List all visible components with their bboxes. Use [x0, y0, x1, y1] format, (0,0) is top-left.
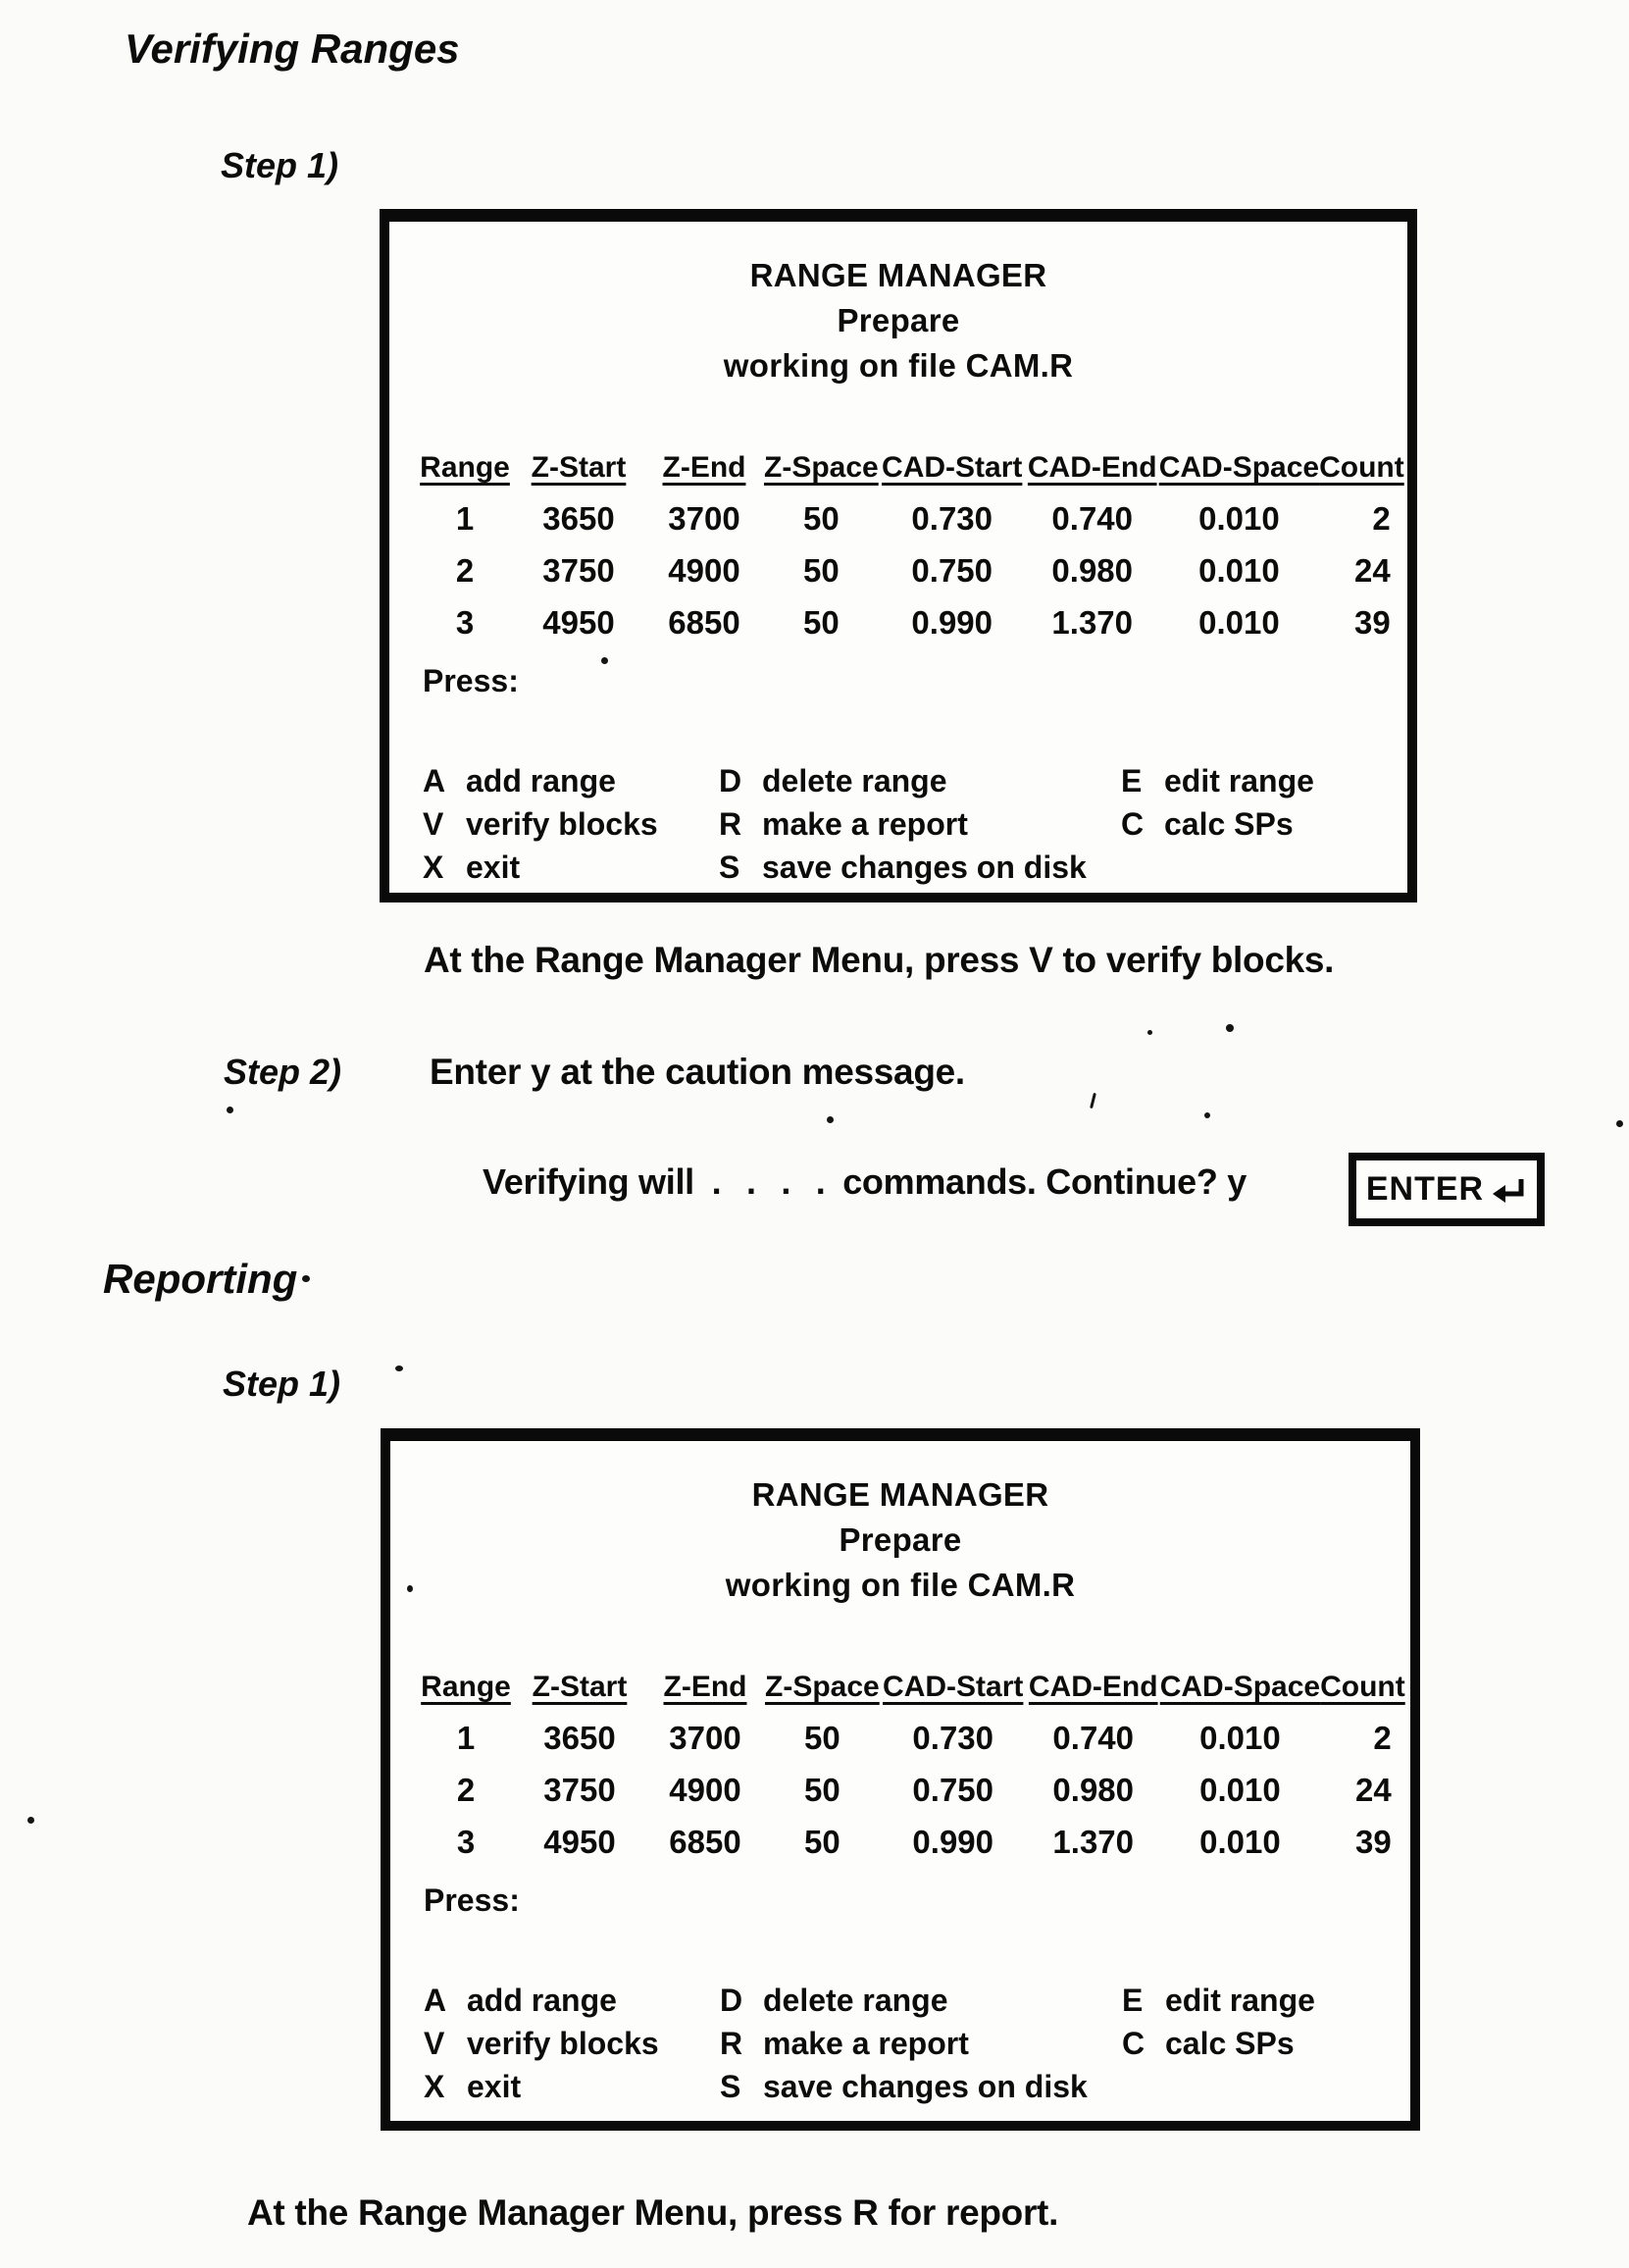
- table-cell: 0.730: [911, 499, 993, 537]
- scan-speck: [1090, 1093, 1096, 1108]
- screen-file-line: working on file CAM.R: [723, 347, 1074, 384]
- table-cell: 50: [804, 1719, 840, 1756]
- col-header-count: Count: [1319, 451, 1404, 484]
- col-header-z-end: Z-End: [663, 1671, 747, 1703]
- range-manager-screen: [390, 1441, 1410, 2121]
- menu-key: D: [720, 1983, 743, 2018]
- caution-prefix: Verifying will: [483, 1161, 694, 1202]
- table-row: [418, 1764, 1405, 1816]
- table-row: [417, 492, 1404, 544]
- table-cell: 0.740: [1051, 499, 1134, 537]
- menu-item-add-range: [424, 1979, 720, 2022]
- table-cell: 0.010: [1198, 499, 1280, 537]
- table-cell: 39: [1354, 603, 1391, 641]
- table-cell: 0.730: [912, 1719, 994, 1756]
- range-manager-screenshot-1: [380, 209, 1417, 902]
- menu-key: E: [1122, 1983, 1144, 2018]
- table-cell: 50: [803, 603, 840, 641]
- table-cell: 4950: [542, 603, 615, 641]
- table-row: [417, 544, 1404, 596]
- range-manager-screen: [389, 222, 1407, 893]
- menu-item-verify-blocks: [424, 2022, 720, 2065]
- menu-key: S: [719, 850, 740, 885]
- menu-label: save changes on disk: [763, 2069, 1088, 2104]
- section-title-verifying-ranges: Verifying Ranges: [125, 26, 460, 72]
- step1-caption-verifying: At the Range Manager Menu, press V to verify blocks.: [424, 940, 1335, 980]
- table-cell: 4900: [668, 551, 740, 589]
- range-manager-screenshot-2: [381, 1428, 1420, 2131]
- menu-label: exit: [467, 2069, 522, 2104]
- menu-item-verify-blocks: [423, 802, 719, 846]
- menu-key: V: [424, 2026, 445, 2061]
- table-row: [418, 1816, 1405, 1868]
- menu-key: R: [719, 806, 742, 842]
- table-cell: 4950: [543, 1823, 616, 1860]
- table-cell: 0.990: [912, 1823, 994, 1860]
- menu-key: C: [1121, 806, 1145, 842]
- table-cell: 6850: [669, 1823, 741, 1860]
- screen-header: [390, 1472, 1410, 1608]
- table-cell: 24: [1354, 551, 1391, 589]
- menu-key: D: [719, 763, 742, 799]
- col-header-z-start: Z-Start: [531, 451, 627, 484]
- col-header-cad-start: CAD-Start: [882, 451, 1023, 484]
- table-cell: 0.010: [1199, 1823, 1281, 1860]
- menu-column: [719, 759, 1121, 889]
- table-cell: 0.990: [911, 603, 993, 641]
- command-menu: [423, 759, 1388, 889]
- table-cell: 50: [803, 499, 840, 537]
- col-header-cad-end: CAD-End: [1027, 451, 1157, 484]
- screen-mode: Prepare: [837, 302, 960, 338]
- menu-label: add range: [466, 763, 616, 799]
- table-cell: 0.980: [1052, 1771, 1135, 1808]
- col-header-cad-space: CAD-Space: [1159, 1671, 1321, 1703]
- menu-key: A: [424, 1983, 447, 2018]
- enter-key-label: ENTER: [1365, 1170, 1485, 1208]
- menu-key: X: [424, 2069, 445, 2104]
- table-cell: 1.370: [1051, 603, 1134, 641]
- col-header-z-space: Z-Space: [764, 451, 879, 484]
- menu-item-edit-range: [1121, 759, 1388, 802]
- col-header-z-space: Z-Space: [765, 1671, 880, 1703]
- section-title-reporting: Reporting: [103, 1256, 298, 1302]
- menu-item-calc-sps: [1121, 802, 1388, 846]
- table-header-row: [418, 1663, 1405, 1712]
- menu-item-calc-sps: [1122, 2022, 1391, 2065]
- screen-file-line: working on file CAM.R: [725, 1567, 1076, 1603]
- col-header-cad-space: CAD-Space: [1158, 451, 1320, 484]
- screen-title: RANGE MANAGER: [749, 257, 1047, 293]
- menu-item-save-changes: [720, 2065, 1122, 2108]
- table-cell: 3: [456, 1823, 476, 1860]
- menu-item-make-report: [719, 802, 1121, 846]
- table-cell: 2: [1373, 1719, 1392, 1756]
- table-cell: 3650: [543, 1719, 616, 1756]
- table-cell: 0.010: [1199, 1719, 1281, 1756]
- press-prompt: Press:: [423, 663, 519, 698]
- menu-label: verify blocks: [467, 2026, 659, 2061]
- table-cell: 0.980: [1051, 551, 1134, 589]
- scan-speck: [601, 657, 608, 664]
- menu-item-edit-range: [1122, 1979, 1391, 2022]
- menu-item-delete-range: [720, 1979, 1122, 2022]
- table-cell: 1: [456, 1719, 476, 1756]
- caution-suffix: commands. Continue? y: [842, 1161, 1247, 1202]
- table-cell: 3700: [669, 1719, 741, 1756]
- return-arrow-icon: [1490, 1175, 1527, 1205]
- col-header-z-end: Z-End: [662, 451, 746, 484]
- menu-label: make a report: [762, 806, 968, 842]
- step1-label-reporting: Step 1): [223, 1364, 341, 1404]
- table-cell: 2: [456, 1771, 476, 1808]
- table-cell: 6850: [668, 603, 740, 641]
- menu-label: calc SPs: [1164, 806, 1294, 842]
- table-cell: 50: [803, 551, 840, 589]
- table-cell: 0.750: [911, 551, 993, 589]
- menu-label: exit: [466, 850, 521, 885]
- table-header-row: [417, 443, 1404, 492]
- screen-title: RANGE MANAGER: [751, 1476, 1049, 1513]
- menu-item-make-report: [720, 2022, 1122, 2065]
- table-cell: 1.370: [1052, 1823, 1135, 1860]
- table-cell: 0.740: [1052, 1719, 1135, 1756]
- table-cell: 0.750: [912, 1771, 994, 1808]
- step2-text-verifying: Enter y at the caution message.: [430, 1052, 965, 1092]
- scan-speck: [302, 1275, 310, 1282]
- menu-key: C: [1122, 2026, 1145, 2061]
- table-cell: 0.010: [1198, 603, 1280, 641]
- menu-item-delete-range: [719, 759, 1121, 802]
- table-cell: 0.010: [1198, 551, 1280, 589]
- table-row: [418, 1712, 1405, 1764]
- menu-label: save changes on disk: [762, 850, 1087, 885]
- table-cell: 3: [455, 603, 475, 641]
- table-cell: 3750: [542, 551, 615, 589]
- menu-label: make a report: [763, 2026, 969, 2061]
- menu-label: add range: [467, 1983, 617, 2018]
- col-header-cad-start: CAD-Start: [883, 1671, 1024, 1703]
- scan-speck: [827, 1116, 834, 1123]
- table-cell: 39: [1355, 1823, 1392, 1860]
- menu-column: [423, 759, 719, 889]
- scan-speck: [1226, 1024, 1234, 1032]
- menu-column: [424, 1979, 720, 2108]
- scan-speck: [227, 1107, 233, 1113]
- menu-key: S: [720, 2069, 741, 2104]
- menu-label: edit range: [1164, 763, 1314, 799]
- col-header-cad-end: CAD-End: [1028, 1671, 1158, 1703]
- screen-mode: Prepare: [839, 1521, 962, 1558]
- menu-item-save-changes: [719, 846, 1121, 889]
- command-menu: [424, 1979, 1391, 2108]
- scan-speck: [27, 1817, 34, 1824]
- step1-label-verifying: Step 1): [221, 145, 339, 185]
- table-cell: 24: [1355, 1771, 1392, 1808]
- table-cell: 2: [455, 551, 475, 589]
- scan-speck: [1616, 1120, 1623, 1127]
- menu-column: [1121, 759, 1388, 889]
- menu-key: E: [1121, 763, 1143, 799]
- scan-speck: [395, 1366, 403, 1371]
- menu-label: verify blocks: [466, 806, 658, 842]
- press-prompt: Press:: [424, 1882, 520, 1918]
- menu-label: delete range: [762, 763, 947, 799]
- caution-prompt-line: [483, 1161, 1247, 1203]
- table-cell: 2: [1372, 499, 1391, 537]
- table-cell: 3750: [543, 1771, 616, 1808]
- menu-item-add-range: [423, 759, 719, 802]
- table-cell: 50: [804, 1771, 840, 1808]
- table-cell: 3650: [542, 499, 615, 537]
- menu-item-exit: [423, 846, 719, 889]
- enter-key: [1349, 1153, 1545, 1226]
- menu-key: X: [423, 850, 444, 885]
- menu-column: [1122, 1979, 1391, 2108]
- screen-header: [389, 253, 1407, 388]
- table-cell: 0.010: [1199, 1771, 1281, 1808]
- scan-speck: [407, 1585, 413, 1592]
- col-header-range: Range: [421, 1671, 511, 1703]
- table-row: [417, 596, 1404, 648]
- menu-key: A: [423, 763, 446, 799]
- table-cell: 3700: [668, 499, 740, 537]
- ranges-table: [418, 1663, 1405, 1868]
- menu-key: V: [423, 806, 444, 842]
- caution-ellipsis: . . . .: [711, 1161, 826, 1202]
- menu-key: R: [720, 2026, 743, 2061]
- table-cell: 1: [455, 499, 475, 537]
- table-cell: 50: [804, 1823, 840, 1860]
- ranges-table: [417, 443, 1404, 648]
- col-header-z-start: Z-Start: [532, 1671, 628, 1703]
- menu-label: edit range: [1165, 1983, 1315, 2018]
- col-header-range: Range: [420, 451, 510, 484]
- scan-speck: [1147, 1030, 1152, 1035]
- menu-label: calc SPs: [1165, 2026, 1295, 2061]
- scan-speck: [1204, 1112, 1210, 1118]
- menu-item-exit: [424, 2065, 720, 2108]
- step1-caption-reporting: At the Range Manager Menu, press R for report.: [247, 2192, 1059, 2233]
- menu-column: [720, 1979, 1122, 2108]
- col-header-count: Count: [1320, 1671, 1405, 1703]
- step2-label-verifying: Step 2): [224, 1052, 342, 1092]
- menu-label: delete range: [763, 1983, 948, 2018]
- table-cell: 4900: [669, 1771, 741, 1808]
